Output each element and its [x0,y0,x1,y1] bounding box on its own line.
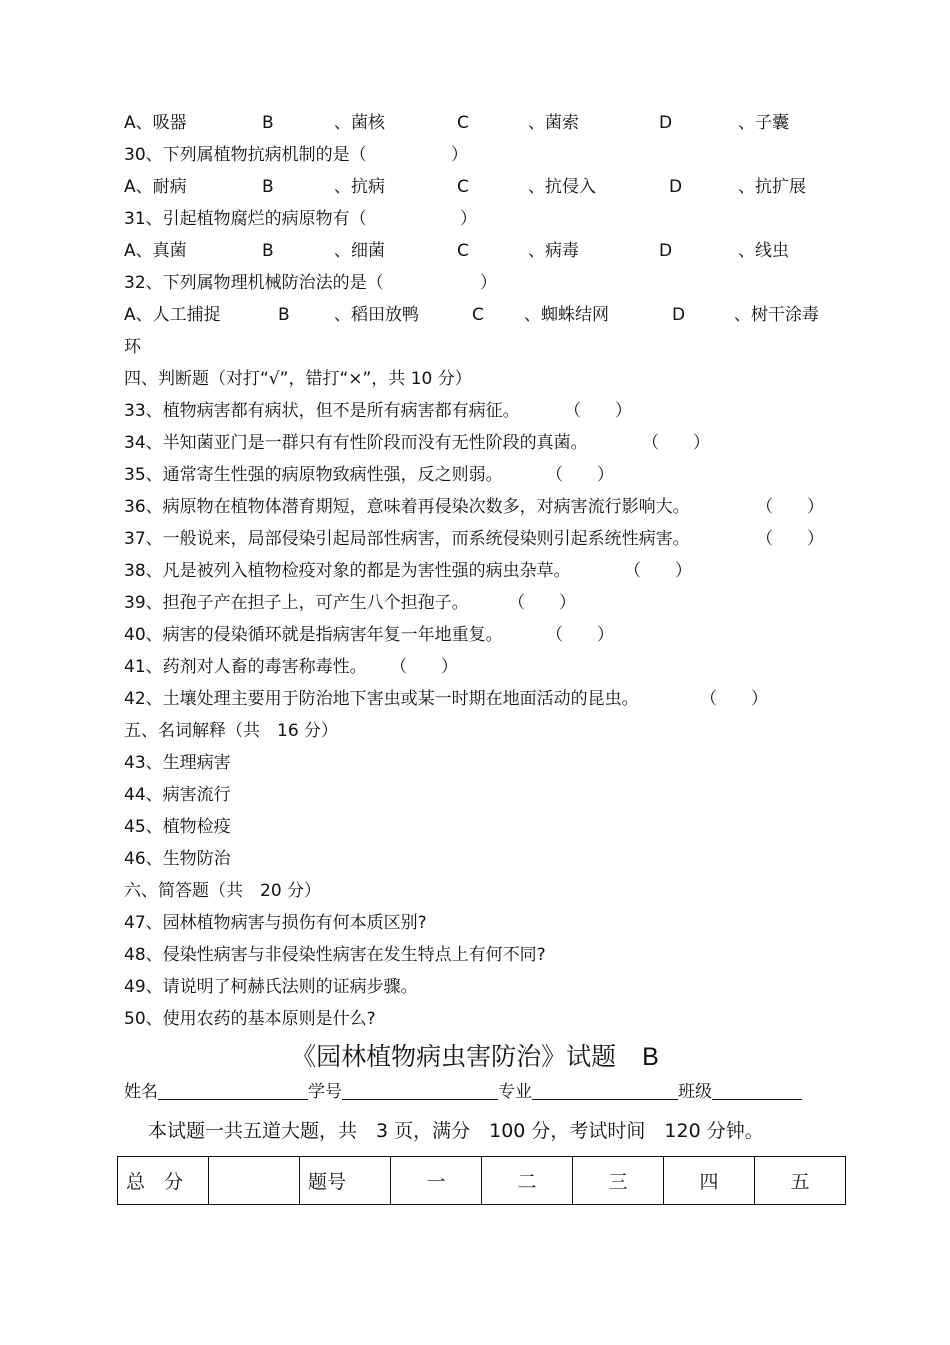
table-row [118,1157,846,1205]
answer-paren: （ ） [546,625,614,645]
student-id-field[interactable] [342,1083,498,1100]
question-45: 45、植物检疫 [124,817,231,837]
question-40 [124,624,614,646]
q29-options [124,112,844,134]
section-6-heading: 六、简答题（共 20 分） [124,881,322,901]
option-a: A、人工捕捉 [124,305,221,325]
answer-paren: （ ） [564,401,632,421]
question-33 [124,400,632,422]
section-4-header: 四 [664,1157,755,1205]
exam-title [0,1040,950,1074]
option-d-letter: D [659,113,673,133]
name-label: 姓名 [124,1082,158,1102]
question-31 [124,208,477,230]
question-text: 40、病害的侵染循环就是指病害年复一年地重复。 [124,625,503,645]
option-c-letter: C [457,113,469,133]
option-c-letter: C [457,241,469,261]
option-c: 、病毒 [528,241,579,261]
section-5-header: 五 [755,1157,846,1205]
answer-paren: （ ） [508,593,576,613]
question-30 [124,144,468,166]
option-c: 、抗侵入 [528,177,596,197]
question-41 [124,656,458,678]
answer-paren: （ ） [700,689,768,709]
option-c: 、菌索 [528,113,579,133]
q32-wrap-text: 环 [124,337,141,357]
exam-version: B [642,1043,659,1071]
option-b: 、抗病 [334,177,385,197]
option-d: 、子囊 [738,113,789,133]
option-d: 、线虫 [738,241,789,261]
q32-options [124,304,844,326]
option-d: 、抗扩展 [738,177,806,197]
option-a: A、耐病 [124,177,187,197]
question-text: 37、一般说来，局部侵染引起局部性病害，而系统侵染则引起系统性病害。 [124,529,690,549]
answer-paren: ） [480,273,497,293]
question-42 [124,688,768,710]
question-37 [124,528,824,550]
answer-paren: （ ） [624,561,692,581]
option-a: A、真菌 [124,241,187,261]
section-1-header: 一 [391,1157,482,1205]
student-id-label: 学号 [308,1082,342,1102]
question-32 [124,272,497,294]
answer-paren: ） [460,209,477,229]
question-text: 42、土壤处理主要用于防治地下害虫或某一时期在地面活动的昆虫。 [124,689,639,709]
class-field[interactable] [712,1083,802,1100]
question-text: 32、下列属物理机械防治法的是（ [124,273,384,293]
answer-paren: ） [451,145,468,165]
question-48: 48、侵染性病害与非侵染性病害在发生特点上有何不同? [124,945,546,965]
major-label: 专业 [498,1082,532,1102]
option-b-letter: B [278,305,290,325]
class-label: 班级 [678,1082,712,1102]
question-38 [124,560,692,582]
section-4-heading: 四、判断题（对打“√”，错打“×”，共 10 分） [124,369,472,389]
question-text: 30、下列属植物抗病机制的是（ [124,145,367,165]
answer-paren: （ ） [390,657,458,677]
exam-title-text: 《园林植物病虫害防治》试题 [291,1042,617,1071]
option-d-letter: D [672,305,686,325]
option-a: A、吸器 [124,113,187,133]
student-info-line [124,1080,802,1104]
question-49: 49、请说明了柯赫氏法则的证病步骤。 [124,977,418,997]
option-b: 、细菌 [334,241,385,261]
major-field[interactable] [532,1083,678,1100]
question-text: 31、引起植物腐烂的病原物有（ [124,209,367,229]
answer-paren: （ ） [546,465,614,485]
option-c: 、蜘蛛结网 [524,305,609,325]
total-score-cell[interactable] [209,1157,300,1205]
question-39 [124,592,576,614]
question-46: 46、生物防治 [124,849,231,869]
answer-paren: （ ） [756,497,824,517]
question-text: 38、凡是被列入植物检疫对象的都是为害性强的病虫杂草。 [124,561,571,581]
question-text: 41、药剂对人畜的毒害称毒性。 [124,657,367,677]
question-text: 35、通常寄生性强的病原物致病性强，反之则弱。 [124,465,503,485]
option-c-letter: C [472,305,484,325]
question-50: 50、使用农药的基本原则是什么? [124,1009,376,1029]
option-d-letter: D [669,177,683,197]
question-35 [124,464,614,486]
q31-options [124,240,844,262]
question-44: 44、病害流行 [124,785,231,805]
option-b: 、菌核 [334,113,385,133]
option-d-letter: D [659,241,673,261]
question-text: 34、半知菌亚门是一群只有有性阶段而没有无性阶段的真菌。 [124,433,588,453]
option-d: 、树干涂毒 [734,305,819,325]
option-c-letter: C [457,177,469,197]
exam-note: 本试题一共五道大题，共 3 页，满分 100 分，考试时间 120 分钟。 [148,1120,764,1142]
section-2-header: 二 [482,1157,573,1205]
score-table [117,1156,846,1205]
question-43: 43、生理病害 [124,753,231,773]
name-field[interactable] [158,1083,308,1100]
total-score-label: 总 分 [118,1157,209,1205]
option-b-letter: B [262,241,274,261]
question-34 [124,432,710,454]
answer-paren: （ ） [756,529,824,549]
q30-options [124,176,844,198]
question-text: 39、担孢子产在担子上，可产生八个担孢子。 [124,593,469,613]
answer-paren: （ ） [642,433,710,453]
question-text: 33、植物病害都有病状，但不是所有病害都有病征。 [124,401,520,421]
question-text: 36、病原物在植物体潜育期短，意味着再侵染次数多，对病害流行影响大。 [124,497,690,517]
question-47: 47、园林植物病害与损伤有何本质区别? [124,913,427,933]
question-number-label: 题号 [300,1157,391,1205]
question-36 [124,496,824,518]
section-3-header: 三 [573,1157,664,1205]
option-b-letter: B [262,113,274,133]
option-b: 、稻田放鸭 [334,305,419,325]
option-b-letter: B [262,177,274,197]
section-5-heading: 五、名词解释（共 16 分） [124,721,339,741]
